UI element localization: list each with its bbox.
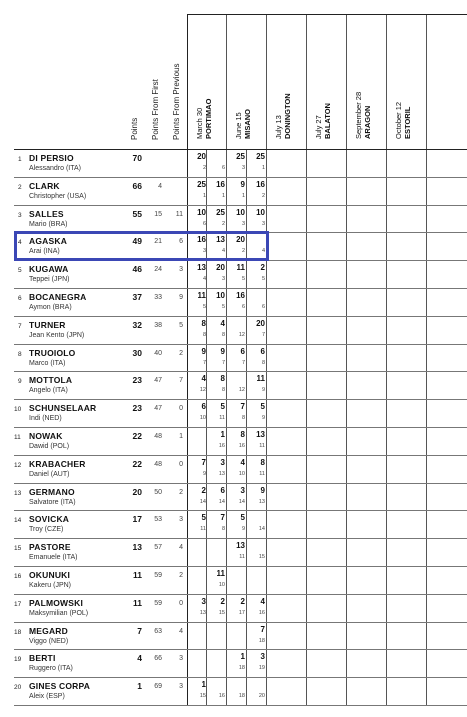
column-divider xyxy=(346,14,347,705)
row-divider xyxy=(14,510,467,511)
race-position: 10 xyxy=(238,470,245,477)
rider-points: 23 xyxy=(132,403,142,414)
rider-first-name: Mario (BRA) xyxy=(29,220,68,228)
event-header xyxy=(394,102,412,139)
race-position: 12 xyxy=(199,387,206,394)
row-divider xyxy=(14,649,467,650)
race-points: 5 xyxy=(260,402,265,412)
rider-first-name: Dawid (POL) xyxy=(29,443,70,450)
rider-rank: 20 xyxy=(14,684,22,692)
highlighted-rider-box xyxy=(14,231,269,261)
rider-first-name: Aleix (ESP) xyxy=(29,693,65,701)
rider-rank: 10 xyxy=(14,406,22,414)
race-points: 8 xyxy=(220,374,225,384)
rider-rank: 12 xyxy=(14,461,22,469)
race-position: 18 xyxy=(238,693,245,700)
race-position: 6 xyxy=(261,304,265,310)
rider-first-name: Jean Kento (JPN) xyxy=(29,331,85,339)
race-points: 5 xyxy=(201,513,206,523)
race-points: 4 xyxy=(240,457,245,467)
race-points: 6 xyxy=(240,346,245,356)
race-position: 17 xyxy=(238,609,245,616)
race-position: 3 xyxy=(241,165,245,171)
race-points: 25 xyxy=(236,152,245,161)
race-position: 5 xyxy=(221,304,225,310)
race-position: 11 xyxy=(219,415,225,422)
race-points: 9 xyxy=(260,485,265,495)
row-divider xyxy=(14,677,467,678)
points-from-first: 50 xyxy=(154,488,162,496)
race-points: 2 xyxy=(201,485,206,495)
points-from-first: 59 xyxy=(154,572,162,579)
points-from-first: 66 xyxy=(154,655,162,663)
event-header xyxy=(234,109,252,139)
rider-rank: 15 xyxy=(14,545,22,553)
rider-last-name: AGASKA xyxy=(29,236,68,247)
race-position: 2 xyxy=(221,220,225,227)
race-points: 1 xyxy=(220,430,225,439)
rider-rank: 11 xyxy=(14,434,21,441)
race-points: 13 xyxy=(256,430,265,439)
event-header xyxy=(195,99,213,139)
row-divider xyxy=(14,371,467,372)
race-points: 5 xyxy=(240,513,245,523)
points-from-first: 47 xyxy=(154,405,162,413)
rider-last-name: NOWAK xyxy=(29,431,63,441)
row-divider xyxy=(14,455,467,456)
race-points: 3 xyxy=(260,652,265,662)
row-divider xyxy=(14,177,467,178)
points-from-first: 48 xyxy=(154,460,162,468)
rider-last-name: GERMANO xyxy=(29,486,75,497)
points-from-first: 4 xyxy=(158,182,162,190)
race-position: 3 xyxy=(261,220,265,227)
points-from-first: 63 xyxy=(154,627,162,635)
race-position: 6 xyxy=(202,220,206,227)
points-from-first: 24 xyxy=(154,266,162,274)
race-points: 10 xyxy=(236,207,245,217)
rider-last-name: OKUNUKI xyxy=(29,570,71,580)
race-position: 2 xyxy=(202,165,206,171)
race-points: 5 xyxy=(220,402,225,412)
rider-first-name: Emanuele (ITA) xyxy=(29,554,78,562)
row-divider xyxy=(14,566,467,567)
rider-rank: 4 xyxy=(18,239,22,247)
rider-last-name: PALMOWSKI xyxy=(29,597,84,608)
rider-points: 70 xyxy=(132,153,142,163)
race-position: 14 xyxy=(218,498,225,505)
points-from-first: 38 xyxy=(154,321,162,329)
event-name: DONINGTON xyxy=(283,93,292,139)
rider-rank: 1 xyxy=(18,156,22,163)
points-from-previous: 0 xyxy=(179,460,183,468)
race-position: 6 xyxy=(221,165,225,171)
points-from-first: 59 xyxy=(154,599,162,607)
race-position: 9 xyxy=(261,415,265,422)
points-from-previous: 4 xyxy=(179,544,183,552)
column-divider xyxy=(266,14,267,705)
rider-first-name: Viggo (NED) xyxy=(29,637,69,645)
points-from-previous: 7 xyxy=(179,377,183,385)
race-position: 8 xyxy=(241,415,245,422)
race-position: 9 xyxy=(241,526,245,533)
race-points: 13 xyxy=(197,263,206,273)
race-points: 4 xyxy=(201,374,206,384)
rider-rank: 6 xyxy=(18,295,22,302)
rider-last-name: MOTTOLA xyxy=(29,375,73,386)
rider-points: 22 xyxy=(132,431,142,441)
rider-rank: 18 xyxy=(14,628,22,636)
race-position: 11 xyxy=(239,554,245,561)
rider-last-name: TURNER xyxy=(29,319,66,330)
rider-points: 32 xyxy=(132,319,142,330)
rider-points: 66 xyxy=(132,180,142,191)
race-position: 4 xyxy=(261,248,265,255)
event-name: PORTIMAO xyxy=(204,98,213,139)
row-divider xyxy=(14,483,467,484)
points-from-previous: 11 xyxy=(175,210,183,218)
race-position: 11 xyxy=(259,470,265,477)
race-position: 18 xyxy=(238,665,245,672)
points-from-previous: 0 xyxy=(179,599,183,607)
event-date: October 12 xyxy=(394,101,403,139)
row-divider xyxy=(14,705,467,706)
column-divider xyxy=(426,14,427,705)
rider-last-name: KRABACHER xyxy=(29,458,86,469)
points-from-previous: 3 xyxy=(179,683,183,691)
row-divider xyxy=(14,622,467,623)
race-points: 6 xyxy=(201,402,206,412)
points-from-previous: 4 xyxy=(179,627,183,635)
row-divider xyxy=(14,594,467,595)
race-position: 13 xyxy=(258,498,265,505)
rider-rank: 2 xyxy=(18,183,22,191)
race-position: 15 xyxy=(218,609,225,616)
race-points: 20 xyxy=(197,152,206,161)
race-points: 10 xyxy=(197,207,206,217)
race-points: 9 xyxy=(240,179,245,189)
race-points: 2 xyxy=(240,596,245,606)
column-divider xyxy=(306,14,307,705)
rider-last-name: KUGAWA xyxy=(29,264,69,275)
rider-first-name: Teppei (JPN) xyxy=(29,276,70,284)
race-points: 8 xyxy=(201,318,206,328)
race-points: 6 xyxy=(260,346,265,356)
points-column-header: Points xyxy=(130,117,139,140)
race-points: 20 xyxy=(236,235,245,245)
rider-points: 4 xyxy=(137,653,142,664)
row-divider xyxy=(14,399,467,400)
race-position: 19 xyxy=(258,665,265,672)
event-date: September 28 xyxy=(354,91,363,139)
points-from-first: 21 xyxy=(154,238,162,246)
rider-points: 17 xyxy=(132,514,142,525)
event-date: March 30 xyxy=(195,107,204,139)
rider-last-name: BOCANEGRA xyxy=(29,292,87,302)
rider-points: 30 xyxy=(132,347,142,358)
race-position: 8 xyxy=(221,526,225,533)
race-position: 6 xyxy=(241,304,245,310)
rider-last-name: BERTI xyxy=(29,653,56,664)
race-points: 16 xyxy=(197,235,206,245)
race-points: 7 xyxy=(260,624,265,634)
rider-first-name: Aymon (BRA) xyxy=(29,304,72,311)
event-date: July 27 xyxy=(314,115,323,139)
header-bottom-rule xyxy=(14,149,467,150)
race-points: 16 xyxy=(236,291,245,300)
rider-points: 13 xyxy=(132,542,142,553)
race-points: 3 xyxy=(220,457,225,467)
race-points: 13 xyxy=(236,541,245,551)
rider-last-name: TRUOIOLO xyxy=(29,347,76,358)
rider-points: 11 xyxy=(133,597,142,608)
race-position: 12 xyxy=(238,331,245,338)
race-position: 3 xyxy=(221,276,225,283)
rider-first-name: Indi (NED) xyxy=(29,415,62,423)
row-divider xyxy=(14,288,467,289)
race-position: 7 xyxy=(221,359,225,366)
rider-points: 1 xyxy=(137,681,142,692)
rider-rank: 9 xyxy=(18,378,22,386)
rider-rank: 14 xyxy=(14,517,22,525)
header-top-rule xyxy=(187,14,467,15)
race-points: 25 xyxy=(197,179,206,189)
race-position: 5 xyxy=(261,276,265,283)
row-divider xyxy=(14,205,467,206)
race-points: 7 xyxy=(220,513,225,523)
race-points: 25 xyxy=(256,152,265,161)
event-date: July 13 xyxy=(274,115,283,139)
column-divider xyxy=(226,14,227,705)
points-from-first: 53 xyxy=(154,516,162,524)
event-name: ESTORIL xyxy=(403,106,412,139)
race-position: 8 xyxy=(261,359,265,366)
race-position: 3 xyxy=(241,220,245,227)
race-position: 16 xyxy=(218,443,225,449)
points-from-previous: 6 xyxy=(179,238,183,246)
race-points: 16 xyxy=(216,179,225,189)
race-position: 7 xyxy=(241,359,245,366)
rider-last-name: CLARK xyxy=(29,180,60,191)
rider-first-name: Arai (INA) xyxy=(29,248,60,256)
race-points: 25 xyxy=(216,207,225,217)
points-from-previous: 1 xyxy=(179,433,183,440)
race-position: 16 xyxy=(238,443,245,449)
rider-rank: 19 xyxy=(14,656,22,664)
race-points: 2 xyxy=(260,263,265,273)
rider-rank: 8 xyxy=(18,350,22,358)
rider-rank: 3 xyxy=(18,211,22,219)
race-points: 7 xyxy=(201,457,206,467)
row-divider xyxy=(14,316,467,317)
race-position: 5 xyxy=(241,276,245,283)
rider-first-name: Marco (ITA) xyxy=(29,359,66,367)
rider-points: 55 xyxy=(132,208,142,219)
race-position: 14 xyxy=(258,526,265,533)
race-points: 8 xyxy=(260,457,265,467)
race-points: 9 xyxy=(201,346,206,356)
points-from-previous-header: Points From Previous xyxy=(172,63,181,140)
race-points: 6 xyxy=(220,485,225,495)
rider-last-name: SALLES xyxy=(29,208,64,219)
race-position: 8 xyxy=(221,331,225,338)
rider-rank: 17 xyxy=(14,600,22,608)
race-points: 16 xyxy=(256,179,265,189)
race-position: 1 xyxy=(261,165,265,171)
race-points: 2 xyxy=(220,596,225,606)
race-points: 20 xyxy=(216,263,225,273)
race-position: 18 xyxy=(258,637,265,644)
race-position: 11 xyxy=(259,443,265,449)
rider-first-name: Christopher (USA) xyxy=(29,192,87,200)
race-points: 11 xyxy=(256,374,265,384)
race-position: 2 xyxy=(241,248,245,255)
race-position: 20 xyxy=(258,693,265,700)
rider-points: 11 xyxy=(133,570,142,580)
race-position: 8 xyxy=(221,387,225,394)
race-position: 14 xyxy=(199,498,206,505)
race-position: 2 xyxy=(261,192,265,199)
race-points: 11 xyxy=(236,263,245,273)
points-from-previous: 2 xyxy=(179,572,183,579)
race-position: 7 xyxy=(202,359,206,366)
race-position: 13 xyxy=(218,470,225,477)
rider-rank: 13 xyxy=(14,489,22,497)
rider-last-name: GINES CORPA xyxy=(29,681,91,692)
event-name: ARAGON xyxy=(363,105,372,139)
points-from-previous: 3 xyxy=(179,655,183,663)
race-position: 8 xyxy=(202,331,206,338)
race-points: 10 xyxy=(256,207,265,217)
rider-first-name: Troy (CZE) xyxy=(29,526,64,534)
event-date: June 15 xyxy=(234,112,243,139)
race-position: 1 xyxy=(202,192,206,199)
event-header xyxy=(354,92,372,139)
column-divider xyxy=(386,14,387,705)
rider-last-name: DI PERSIO xyxy=(29,153,74,163)
race-position: 9 xyxy=(261,387,265,394)
race-points: 1 xyxy=(240,652,245,662)
race-position: 15 xyxy=(199,693,206,700)
rider-first-name: Maksymilian (POL) xyxy=(29,609,89,617)
race-position: 10 xyxy=(218,582,225,588)
race-position: 1 xyxy=(241,192,245,199)
race-points: 1 xyxy=(201,680,206,690)
race-points: 11 xyxy=(197,291,206,300)
race-points: 11 xyxy=(216,569,225,578)
race-points: 9 xyxy=(220,346,225,356)
rider-first-name: Angelo (ITA) xyxy=(29,387,68,395)
rider-points: 20 xyxy=(132,486,142,497)
race-points: 10 xyxy=(216,291,225,300)
race-points: 4 xyxy=(220,318,225,328)
event-name: BALATON xyxy=(323,103,332,139)
race-position: 12 xyxy=(238,387,245,394)
race-points: 8 xyxy=(240,430,245,439)
points-from-previous: 3 xyxy=(179,516,183,524)
rider-first-name: Alessandro (ITA) xyxy=(29,165,81,172)
points-from-previous: 0 xyxy=(179,405,183,413)
points-from-previous: 5 xyxy=(179,321,183,329)
race-points: 7 xyxy=(240,402,245,412)
points-from-first: 48 xyxy=(154,433,162,440)
race-position: 15 xyxy=(258,554,265,561)
rider-points: 49 xyxy=(132,236,142,247)
rider-points: 22 xyxy=(132,458,142,469)
race-position: 14 xyxy=(238,498,245,505)
race-position: 4 xyxy=(202,276,206,283)
rider-last-name: MEGARD xyxy=(29,625,68,636)
race-points: 3 xyxy=(201,596,206,606)
points-from-first: 40 xyxy=(154,349,162,357)
rider-rank: 5 xyxy=(18,267,22,275)
race-position: 3 xyxy=(202,248,206,255)
race-position: 16 xyxy=(258,609,265,616)
race-position: 4 xyxy=(221,248,225,255)
points-from-previous: 9 xyxy=(179,294,183,301)
rider-rank: 7 xyxy=(18,322,22,330)
rider-last-name: SCHUNSELAAR xyxy=(29,403,97,414)
rider-last-name: PASTORE xyxy=(29,542,71,553)
race-points: 3 xyxy=(240,485,245,495)
race-points: 20 xyxy=(256,318,265,328)
row-divider xyxy=(14,538,467,539)
rider-first-name: Salvatore (ITA) xyxy=(29,498,76,506)
points-from-previous: 3 xyxy=(179,266,183,274)
points-from-previous: 2 xyxy=(179,488,183,496)
race-position: 16 xyxy=(218,693,225,700)
race-position: 1 xyxy=(221,192,225,199)
points-from-first: 47 xyxy=(154,377,162,385)
points-from-first: 69 xyxy=(154,683,162,691)
rider-points: 7 xyxy=(137,625,142,636)
points-from-first: 57 xyxy=(154,544,162,552)
rider-first-name: Kakeru (JPN) xyxy=(29,582,72,589)
event-header xyxy=(314,103,332,139)
points-from-first-header: Points From First xyxy=(151,79,160,140)
race-position: 7 xyxy=(261,331,265,338)
event-name: MISANO xyxy=(243,109,252,139)
points-from-first: 15 xyxy=(154,210,162,218)
rider-rank: 16 xyxy=(14,573,22,580)
race-position: 9 xyxy=(202,470,206,477)
race-points: 4 xyxy=(260,596,265,606)
race-position: 11 xyxy=(200,526,206,533)
rider-first-name: Ruggero (ITA) xyxy=(29,665,73,673)
row-divider xyxy=(14,344,467,345)
column-divider xyxy=(187,14,188,705)
rider-first-name: Daniel (AUT) xyxy=(29,470,70,478)
rider-points: 46 xyxy=(132,264,142,275)
race-position: 10 xyxy=(199,415,206,422)
race-position: 5 xyxy=(202,304,206,310)
points-from-first: 33 xyxy=(154,294,162,301)
rider-last-name: SOVICKA xyxy=(29,514,70,525)
points-from-previous: 2 xyxy=(179,349,183,357)
row-divider xyxy=(14,427,467,428)
rider-points: 37 xyxy=(132,292,142,302)
race-position: 13 xyxy=(199,609,206,616)
rider-points: 23 xyxy=(132,375,142,386)
event-header xyxy=(274,93,292,139)
race-points: 13 xyxy=(216,235,225,245)
